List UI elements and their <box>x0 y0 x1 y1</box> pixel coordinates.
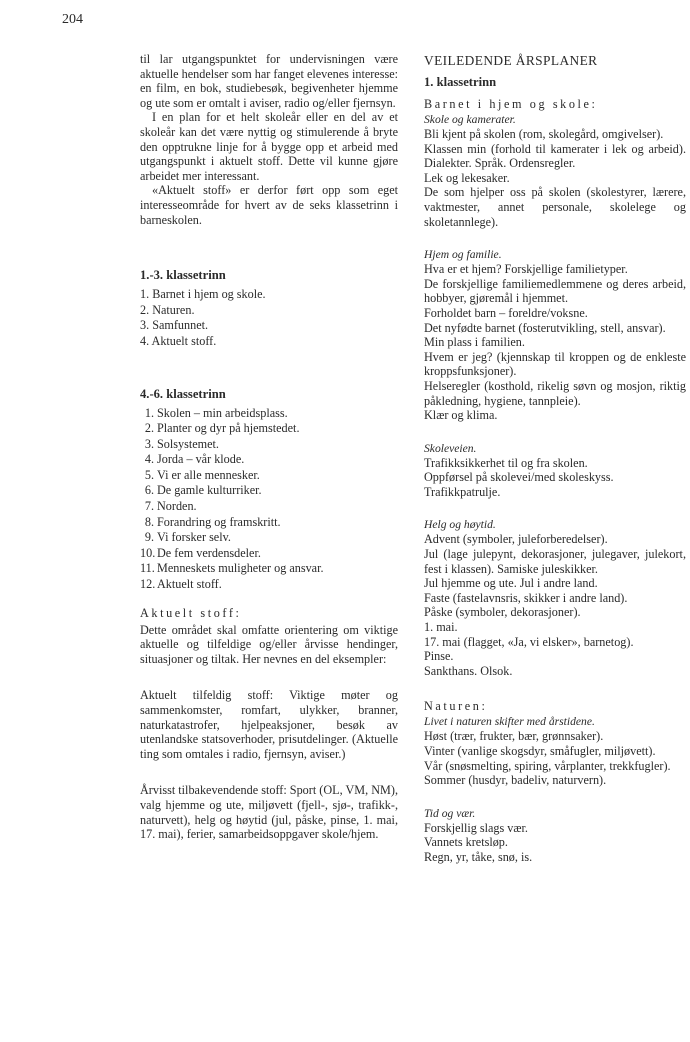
list-item: 12. Aktuelt stoff. <box>140 577 222 592</box>
list-item: 1. Skolen – min arbeidsplass. <box>144 405 288 420</box>
list-item: 4. Aktuelt stoff. <box>140 333 217 348</box>
list-item: 6. De gamle kulturriker. <box>144 483 262 498</box>
text-line: Forskjellig slags vær. <box>424 820 528 835</box>
helg-heading: Helg og høytid. <box>424 518 496 532</box>
text-line: Klassen min (forhold til kamerater i lek og arbeid). Dialekter. Språk. Ordensregler. <box>424 141 686 171</box>
text-line: Vår (snøsmelting, spiring, vårplanter, trekkfugler). <box>424 758 671 773</box>
arvisst-paragraph: Årvisst tilbakevendende stoff: Sport (OL, VM, NM), valg hjemme og ute, miljøvett (fjell-, sjø-, trafikk-, naturvett), helg og høytid (jul, påske, pinse, 1. mai, 17. mai), ferier, samarbeidsoppgaver skole/hjem. <box>140 783 398 842</box>
left-column <box>140 52 398 842</box>
text-line: Trafikkpatrulje. <box>424 484 501 499</box>
grade-heading: 1. klassetrinn <box>424 75 497 89</box>
livet-heading: Livet i naturen skifter med årstidene. <box>424 715 595 729</box>
list-item: 7. Norden. <box>144 499 197 514</box>
text-line: Trafikksikkerhet til og fra skolen. <box>424 455 588 470</box>
text-line: Min plass i familien. <box>424 335 525 350</box>
text-line: Forholdet barn – foreldre/voksne. <box>424 305 588 320</box>
barnet-heading: Barnet i hjem og skole: <box>424 97 598 111</box>
list-item: 2. Planter og dyr på hjemstedet. <box>144 421 300 436</box>
intro-paragraph: til lar utgangspunktet for undervisningen være aktuelle hendelser som har fanget elevenes interesse: en film, en bok, studiebesøk, begivenheter hjemme og ute som er omtalt i aviser, radio og/eller fjernsyn. <box>140 52 398 110</box>
text-line: Helseregler (kosthold, rikelig søvn og mosjon, riktig påkledning, hygiene, tannpleie). <box>424 378 686 408</box>
text-line: 1. mai. <box>424 620 458 635</box>
aktuelt-tilfeldig-paragraph: Aktuelt tilfeldig stoff: Viktige møter og sammenkomster, romfart, ulykker, branner, naturkatastrofer, hjelpeaksjoner, besøk av utenlandske statsoverhoder, prisutdelinger. (Aktuelle ting som omtales i radio, fjernsyn, aviser.) <box>140 688 398 761</box>
text-line: Hva er et hjem? Forskjellige familietyper. <box>424 262 628 277</box>
list-item: 8. Forandring og framskritt. <box>144 514 281 529</box>
tid-heading: Tid og vær. <box>424 806 476 820</box>
text-line: Bli kjent på skolen (rom, skolegård, omgivelser). <box>424 127 664 141</box>
text-line: Høst (trær, frukter, bær, grønnsaker). <box>424 729 604 744</box>
skolevei-heading: Skoleveien. <box>424 441 477 455</box>
text-line: Jul hjemme og ute. Jul i andre land. <box>424 576 598 591</box>
text-line: Sommer (husdyr, badeliv, naturvern). <box>424 773 607 788</box>
text-line: Klær og klima. <box>424 408 498 423</box>
text-line: Det nyfødte barnet (fosterutvikling, stell, ansvar). <box>424 320 666 335</box>
text-line: De som hjelper oss på skolen (skolestyrer, lærere, vaktmester, annet personale, skolelege og skoletannlege). <box>424 185 686 229</box>
intro-paragraph: «Aktuelt stoff» er derfor ført opp som eget interesseområde for hvert av de seks klassetrinn i barneskolen. <box>140 183 398 227</box>
text-line: Pinse. <box>424 649 454 664</box>
text-line: Hvem er jeg? (kjennskap til kroppen og de enkleste kroppsfunksjoner). <box>424 349 686 379</box>
text-line: Vannets kretsløp. <box>424 835 508 850</box>
list-item: 2. Naturen. <box>140 302 195 317</box>
text-line: Faste (fastelavnsris, skikker i andre land). <box>424 590 628 605</box>
list-item: 1. Barnet i hjem og skole. <box>140 287 266 302</box>
text-line: Regn, yr, tåke, snø, is. <box>424 849 533 864</box>
text-line: Vinter (vanlige skogsdyr, småfugler, miljøvett). <box>424 744 656 758</box>
list-item: 9. Vi forsker selv. <box>144 530 231 545</box>
list-item: 11. Menneskets muligheter og ansvar. <box>140 561 324 576</box>
list-item: 5. Vi er alle mennesker. <box>144 467 260 482</box>
list-1-3 <box>140 287 398 349</box>
list-item: 3. Solsystemet. <box>144 436 219 451</box>
list-item: 10. De fem verdensdeler. <box>140 545 261 560</box>
aktuelt-stoff-heading: Aktuelt stoff: <box>140 605 242 620</box>
text-line: Lek og lekesaker. <box>424 170 510 185</box>
section-heading-4-6: 4.-6. klassetrinn <box>140 386 226 401</box>
text-line: 17. mai (flagget, «Ja, vi elsker», barnetog). <box>424 634 634 649</box>
page-title: VEILEDENDE ÅRSPLANER <box>424 53 598 68</box>
text-line: Påske (symboler, dekorasjoner). <box>424 605 581 620</box>
page-number: 204 <box>62 12 83 27</box>
list-4-6 <box>140 406 398 593</box>
text-line: Sankthans. Olsok. <box>424 663 513 678</box>
section-heading-1-3: 1.-3. klassetrinn <box>140 268 226 283</box>
text-line: Oppførsel på skolevei/med skoleskyss. <box>424 470 614 485</box>
text-line: Jul (lage julepynt, dekorasjoner, julegaver, julekort, fest i klassen). Samiske juleskikker. <box>424 547 686 576</box>
list-item: 4. Jorda – vår klode. <box>144 452 245 467</box>
list-item: 3. Samfunnet. <box>140 318 209 333</box>
naturen-heading: Naturen: <box>424 699 488 714</box>
skole-heading: Skole og kamerater. <box>424 113 516 126</box>
intro-paragraph: I en plan for et helt skoleår eller en del av et skoleår kan det være nyttig og stimulerende å bryte den opptrukne linje for å bygge opp et arbeid med utgangspunkt i aktuelt stoff. Dette vil kunne gjøre arbeidet mer interessant. <box>140 110 398 183</box>
hjem-heading: Hjem og familie. <box>424 248 502 262</box>
text-line: De forskjellige familiemedlemmene og deres arbeid, hobbyer, gjøremål i hjemmet. <box>424 276 686 306</box>
right-column <box>424 52 686 865</box>
aktuelt-paragraph: Dette området skal omfatte orientering om viktige aktuelle og tilfeldige og/eller årvisse hendinger, situasjoner og tiltak. Her nevnes en del eksempler: <box>140 622 398 666</box>
text-line: Advent (symboler, juleforberedelser). <box>424 532 608 547</box>
